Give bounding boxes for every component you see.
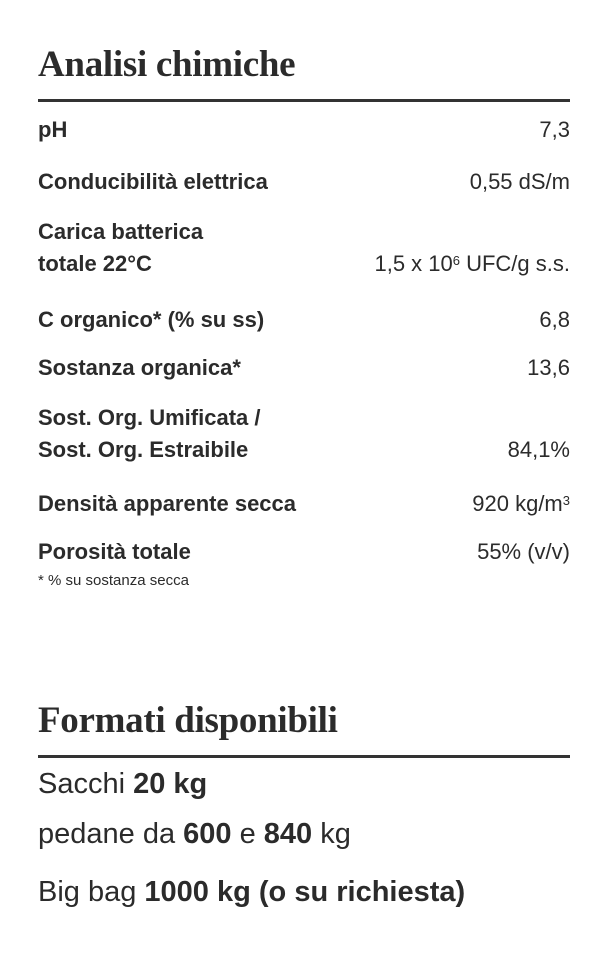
row-value [472,488,570,520]
row-organic-carbon [38,304,570,336]
format-bold: 1000 kg (o su richiesta) [144,876,466,908]
format-bold: 840 [263,818,313,850]
footnote: * % su sostanza secca [38,572,189,589]
row-value: 84,1% [507,437,570,462]
format-text: Big bag [38,876,145,908]
row-value: 6,8 [539,307,570,332]
row-ph [38,114,570,146]
formats-title: Formati disponibili [38,700,338,741]
value-base: 1,5 x 10 [374,251,453,276]
row-value: 7,3 [539,117,570,142]
value-exponent: 6 [452,253,460,268]
format-text: Sacchi [38,768,134,800]
row-humified-ratio [38,402,570,466]
formats-divider [38,755,570,758]
value-exponent: 3 [562,493,570,508]
row-organic-substance [38,352,570,384]
value-base: 920 kg/m [472,491,563,516]
row-porosity [38,536,570,568]
row-label: Sostanza organica* [38,355,241,380]
formats-section [38,700,570,908]
analysis-divider [38,99,570,102]
analysis-title: Analisi chimiche [38,44,296,85]
row-label-line2: Sost. Org. Estraibile [38,437,249,462]
row-label: pH [38,117,68,142]
row-label: Conducibilità elettrica [38,169,268,194]
analysis-section [38,44,570,589]
format-bags [38,766,207,802]
row-bulk-density [38,488,570,520]
format-text: kg [312,818,351,850]
format-text: e [231,818,264,850]
format-text: pedane da [38,818,184,850]
row-label: Densità apparente secca [38,491,297,516]
format-big-bag [38,874,465,910]
format-bold: 20 kg [133,768,208,800]
row-value: 13,6 [527,355,570,380]
row-value: 0,55 dS/m [469,169,570,194]
format-bold: 600 [183,818,232,850]
row-label: Porosità totale [38,539,191,564]
row-label-line1: Sost. Org. Umificata / [38,405,261,430]
row-label-line1: Carica batterica [38,219,204,244]
row-label-line2: totale 22°C [38,251,152,276]
row-value: 55% (v/v) [477,539,570,564]
value-unit: UFC/g s.s. [459,251,570,276]
row-label [38,216,203,280]
row-label: C organico* (% su ss) [38,307,265,332]
row-value [374,248,570,280]
row-label [38,402,261,466]
format-pallets [38,816,351,852]
row-conductivity [38,166,570,198]
row-bacterial-load [38,216,570,280]
